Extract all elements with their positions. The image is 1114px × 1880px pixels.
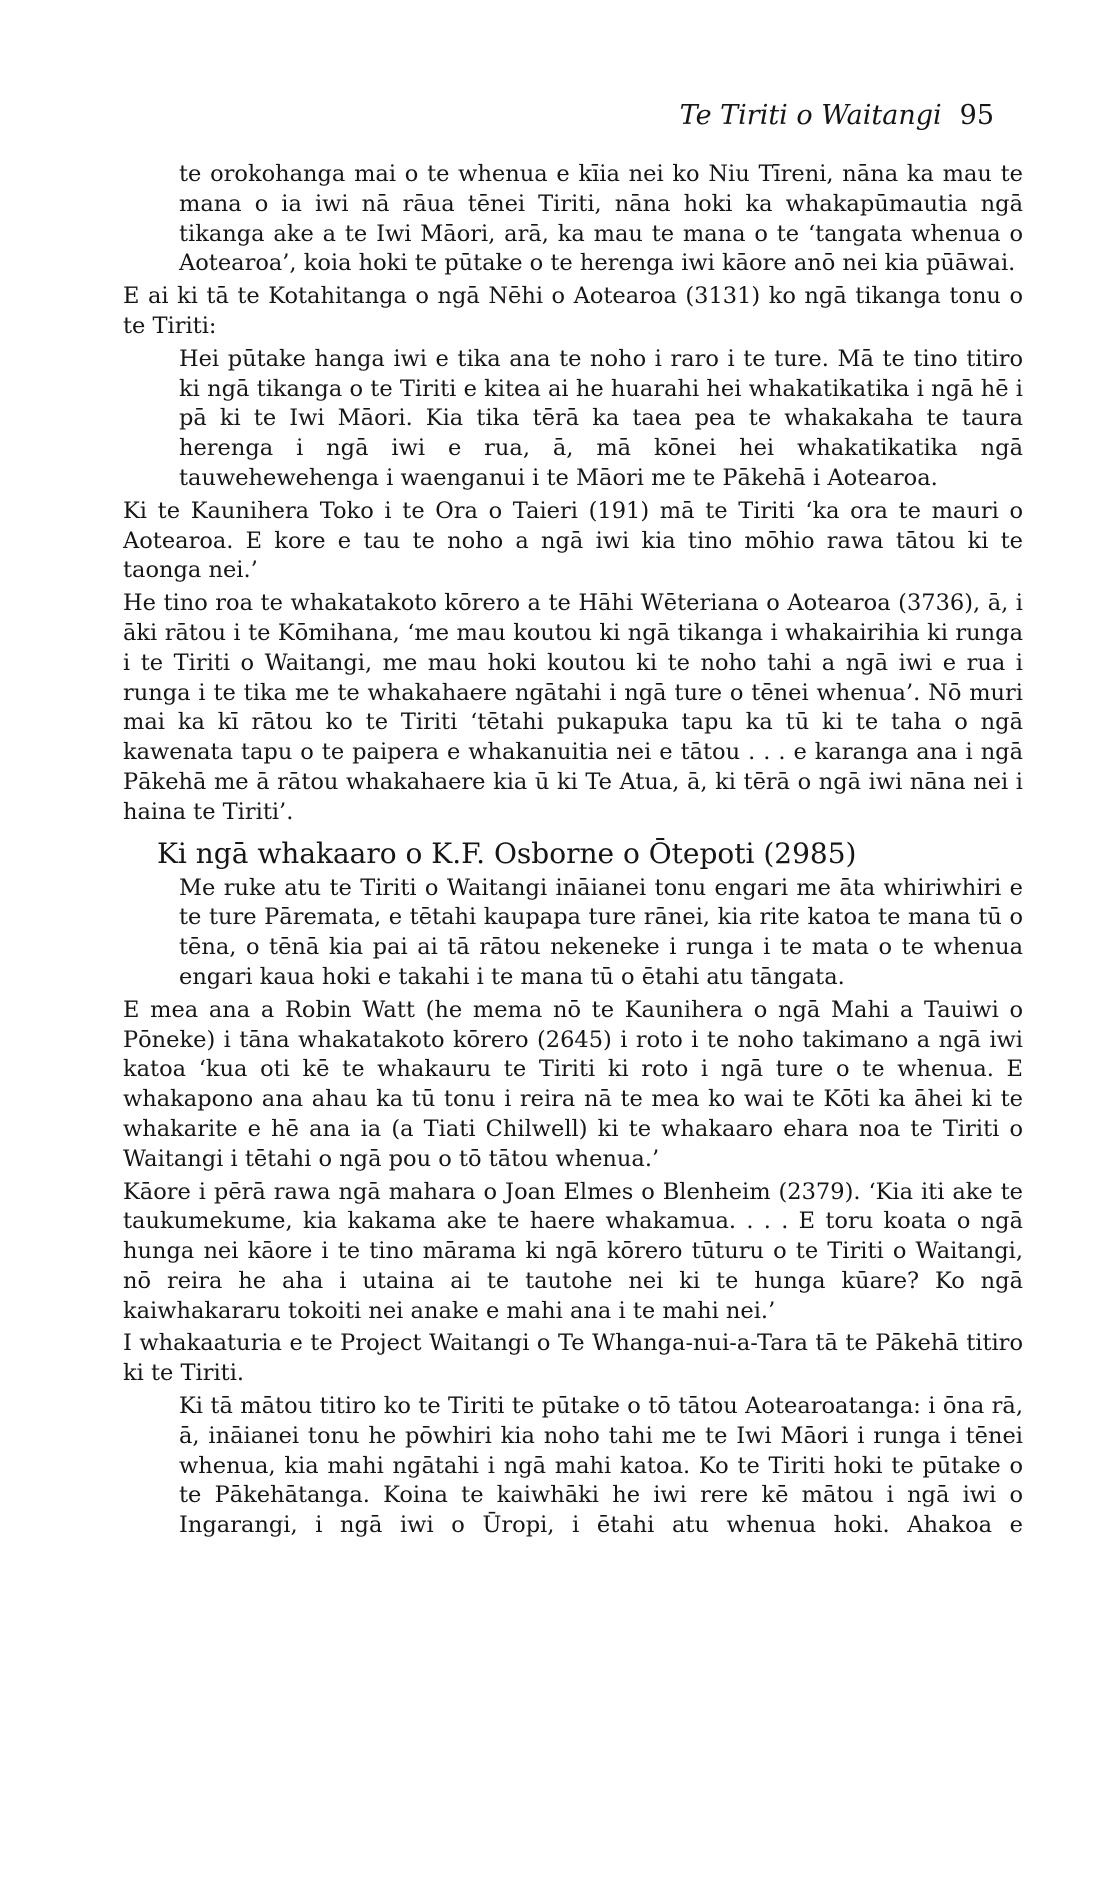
block-quote-continued: te orokohanga mai o te whenua e kīia nei ko Niu Tīreni, nāna ka mau te mana o ia iwi nā rāua tēnei Tiriti, nāna hoki ka whakapūmautia ngā tikanga ake a te Iwi Māori, arā, ka mau te mana o te ‘tangata whenua o Aotearoa’, koia hoki te pūtake o te herenga iwi kāore anō nei kia pūāwai. xyxy=(179,161,1023,277)
block-quote: Hei pūtake hanga iwi e tika ana te noho i raro i te ture. Mā te tino titiro ki ngā tikanga o te Tiriti e kitea ai he huarahi hei whakatikatika i ngā hē i pā ki te Iwi Māori. Kia tika tērā ka taea pea te whakakaha te taura herenga i ngā iwi e rua, ā, mā kōnei hei whakatikatika ngā tauwehewehenga i waenganui i te Māori me te Pākehā i Aotearoa. xyxy=(179,345,1023,491)
paragraph: Kāore i pērā rawa ngā mahara o Joan Elmes o Blenheim (2379). ‘Kia iti ake te taukumekume, kia kakama ake te haere whakamua. . . . E toru koata o ngā hunga nei kāore i te tino mārama ki ngā kōrero tūturu o te Tiriti o Waitangi, nō reira he aha i utaina ai te tautohe nei ki te hunga kūare? Ko ngā kaiwhakararu tokoiti nei anake e mahi ana i te mahi nei.’ xyxy=(123,1178,1023,1324)
paragraph: E ai ki tā te Kotahitanga o ngā Nēhi o Aotearoa (3131) ko ngā tikanga tonu o te Tiriti: xyxy=(123,283,1023,339)
block-quote: Ki tā mātou titiro ko te Tiriti te pūtake o tō tātou Aotearoatanga: i ōna rā, ā, ināianei tonu he pōwhiri kia noho tahi me te Iwi Māori i runga i tēnei whenua, kia mahi ngātahi i ngā mahi katoa. Ko te Tiriti hoki te pūtake o te Pākehātanga. Koina te kaiwhāki he iwi rere kē mātou i ngā iwi o Ingarangi, i ngā iwi o Ūropi, i ētahi atu whenua hoki. Ahakoa e xyxy=(179,1393,1023,1539)
body-text xyxy=(123,160,1023,1544)
paragraph: He tino roa te whakatakoto kōrero a te Hāhi Wēteriana o Aotearoa (3736), ā, i āki rātou i te Kōmihana, ‘me mau koutou ki ngā tikanga i whakairihia ki runga i te Tiriti o Waitangi, me mau hoki koutou ki te noho tahi a ngā iwi e rua i runga i te tika me te whakahaere ngātahi i ngā ture o tēnei whenua’. Nō muri mai ka kī rātou ko te Tiriti ‘tētahi pukapuka tapu ka tū ki te taha o ngā kawenata tapu o te paipera e whakanuitia nei e tātou . . . e karanga ana i ngā Pākehā me ā rātou whakahaere kia ū ki Te Atua, ā, ki tērā o ngā iwi nāna nei i haina te Tiriti’. xyxy=(123,590,1023,825)
paragraph: I whakaaturia e te Project Waitangi o Te Whanga-nui-a-Tara tā te Pākehā titiro ki te Tiriti. xyxy=(123,1330,1023,1387)
page-number: 95 xyxy=(959,100,994,131)
section-heading: Ki ngā whakaaro o K.F. Osborne o Ōtepoti (2985) xyxy=(157,836,857,870)
running-head xyxy=(680,100,994,131)
running-head-title: Te Tiriti o Waitangi xyxy=(679,100,942,131)
paragraph: Ki te Kaunihera Toko i te Ora o Taieri (191) mā te Tiriti ‘ka ora te mauri o Aotearoa. E kore e tau te noho a ngā iwi kia tino mōhio rawa tātou ki te taonga nei.’ xyxy=(123,497,1023,584)
paragraph: E mea ana a Robin Watt (he mema nō te Kaunihera o ngā Mahi a Tauiwi o Pōneke) i tāna whakatakoto kōrero (2645) i roto i te noho takimano a ngā iwi katoa ‘kua oti kē te whakauru te Tiriti ki roto i ngā ture o te whenua. E whakapono ana ahau ka tū tonu i reira nā te mea ko wai te Kōti ka āhei ki te whakarite e hē ana ia (a Tiati Chilwell) ki te whakaaro ehara noa te Tiriti o Waitangi i tētahi o ngā pou o tō tātou whenua.’ xyxy=(123,996,1023,1172)
block-quote: Me ruke atu te Tiriti o Waitangi ināianei tonu engari me āta whiriwhiri e te ture Pāremata, e tētahi kaupapa ture rānei, kia rite katoa te mana tū o tēna, o tēnā kia pai ai tā rātou nekeneke i runga i te mata o te whenua engari kaua hoki e takahi i te mana tū o ētahi atu tāngata. xyxy=(179,874,1023,990)
